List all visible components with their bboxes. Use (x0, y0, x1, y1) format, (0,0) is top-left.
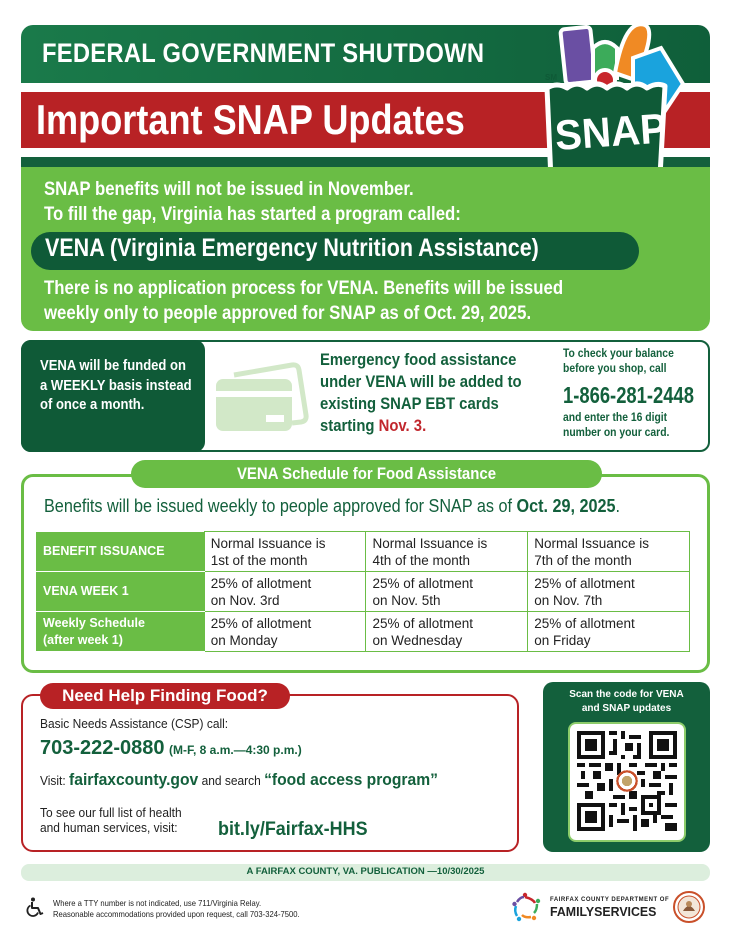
csp-phone-link[interactable]: 703-222-0880 (40, 737, 165, 759)
table-cell (366, 572, 528, 612)
weekly-funding-text: VENA will be funded on a WEEKLY basis instead of once a month. (40, 358, 192, 413)
cell-line: 25% of allotment (534, 615, 635, 631)
cell-line: 25% of allotment (372, 615, 474, 631)
page-title: Important SNAP Updates (36, 96, 465, 143)
hhs-label-line-2: and human services, visit: (40, 820, 178, 835)
csp-label: Basic Needs Assistance (CSP) call: (40, 716, 229, 731)
accommodations-line: Reasonable accommodations provided upon request, call 703-324-7500. (53, 909, 300, 919)
intro-line-2: To fill the gap, Virginia has started a program called: (44, 203, 461, 225)
intro-line-4: weekly only to people approved for SNAP as of Oct. 29, 2025. (44, 302, 532, 324)
cell-line: on Nov. 3rd (210, 592, 280, 608)
table-cell (366, 612, 528, 652)
accessibility-notice (53, 898, 300, 920)
hhs-label (40, 805, 182, 835)
cell-line: 25% of allotment (372, 575, 474, 591)
qr-caption-line-1: Scan the code for VENA (569, 689, 684, 700)
schedule-period: . (615, 496, 621, 516)
schedule-cutoff-date: Oct. 29, 2025 (516, 496, 616, 516)
row-header (37, 612, 205, 652)
visit-mid-text: and search (201, 773, 261, 788)
ebt-period: . (422, 417, 427, 435)
program-name: VENA (Virginia Emergency Nutrition Assistance) (45, 234, 539, 262)
dept-name-large: FAMILYSERVICES (550, 904, 657, 919)
cell-line: 25% of allotment (210, 575, 312, 591)
row-header-line: (after week 1) (43, 632, 123, 647)
table-cell (204, 572, 366, 612)
tty-line: Where a TTY number is not indicated, use 711/Virginia Relay. (53, 898, 262, 908)
schedule-subtitle (44, 496, 620, 517)
cell-line: on Wednesday (372, 632, 463, 648)
balance-line-1: To check your balance (563, 348, 674, 360)
publication-credit: A FAIRFAX COUNTY, VA. PUBLICATION —10/30/2025 (246, 866, 485, 877)
schedule-title: VENA Schedule for Food Assistance (236, 464, 497, 483)
banner-shutdown-title: FEDERAL GOVERNMENT SHUTDOWN (42, 38, 485, 68)
table-cell (204, 532, 366, 572)
hhs-link[interactable]: bit.ly/Fairfax-HHS (218, 818, 368, 840)
intro-line-1: SNAP benefits will not be issued in November. (44, 178, 414, 200)
schedule-table (36, 531, 690, 652)
dept-name-small: FAIRFAX COUNTY DEPARTMENT OF (550, 897, 670, 903)
cell-line: 4th of the month (372, 552, 471, 568)
hhs-label-line-1: To see our full list of health (40, 805, 182, 820)
balance-line-4: number on your card. (563, 427, 670, 439)
ebt-card-notice (320, 349, 536, 437)
table-cell (528, 532, 690, 572)
table-cell (528, 572, 690, 612)
county-website-link[interactable]: fairfaxcounty.gov (69, 770, 199, 789)
cell-line: 25% of allotment (210, 615, 312, 631)
service-mark: SM (545, 73, 557, 82)
table-cell (528, 612, 690, 652)
schedule-subtitle-text: Benefits will be issued weekly to people approved for SNAP as of (44, 496, 512, 516)
svg-text:SNAP: SNAP (553, 103, 674, 159)
row-header: BENEFIT ISSUANCE (37, 532, 205, 572)
cell-line: 7th of the month (534, 552, 632, 568)
search-term: “food access program” (264, 770, 438, 789)
cell-line: Normal Issuance is (534, 535, 650, 551)
balance-line-2: before you shop, call (563, 363, 667, 375)
qr-caption-line-2: and SNAP updates (581, 703, 672, 714)
visit-line (40, 770, 438, 790)
table-row (37, 572, 690, 612)
help-title: Need Help Finding Food? (62, 686, 268, 705)
table-row (37, 612, 690, 652)
wheelchair-accessibility-icon (26, 897, 46, 917)
cell-line: 1st of the month (210, 552, 308, 568)
table-cell (366, 532, 528, 572)
visit-label: Visit: (40, 773, 66, 788)
balance-phone-link[interactable]: 1-866-281-2448 (563, 382, 694, 408)
county-seal-icon (673, 891, 705, 923)
table-cell (204, 612, 366, 652)
qr-code-icon[interactable] (577, 731, 677, 831)
cell-line: 25% of allotment (534, 575, 635, 591)
credit-card-icon (212, 357, 312, 437)
cell-line: on Monday (210, 632, 278, 648)
family-services-logo-icon (512, 892, 542, 922)
qr-caption (543, 688, 710, 716)
cell-line: Normal Issuance is (210, 535, 326, 551)
row-header-line: Weekly Schedule (43, 615, 145, 630)
cell-line: on Nov. 5th (372, 592, 441, 608)
csp-contact (40, 737, 302, 760)
cell-line: on Friday (534, 632, 591, 648)
cell-line: Normal Issuance is (372, 535, 488, 551)
ebt-notice-text: Emergency food assistance under VENA will be added to existing SNAP EBT cards starting (320, 351, 522, 435)
balance-line-3: and enter the 16 digit (563, 412, 668, 424)
row-header: VENA WEEK 1 (37, 572, 205, 612)
intro-line-3: There is no application process for VENA. Benefits will be issued (44, 277, 564, 299)
csp-hours: (M-F, 8 a.m.—4:30 p.m.) (169, 743, 302, 757)
table-row (37, 532, 690, 572)
cell-line: on Nov. 7th (534, 592, 603, 608)
ebt-start-date: Nov. 3 (378, 417, 423, 435)
